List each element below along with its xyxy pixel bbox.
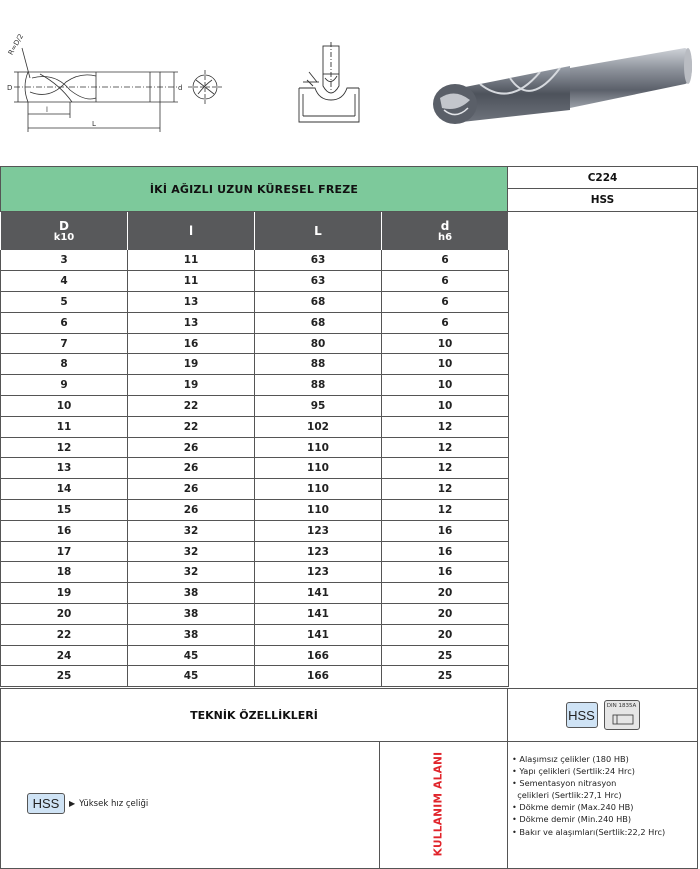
table-cell: 15 xyxy=(1,500,128,521)
table-row xyxy=(1,437,509,458)
application-drawing xyxy=(295,42,365,127)
usage-item: • Dökme demir (Max.240 HB) xyxy=(512,802,634,813)
arrow-right-icon: ▶ xyxy=(69,799,76,808)
table-cell: 6 xyxy=(1,312,128,333)
table-cell: 19 xyxy=(128,375,255,396)
column-header-d: D k10 xyxy=(1,212,128,250)
table-cell: 110 xyxy=(255,458,382,479)
table-row xyxy=(1,645,509,666)
table-row xyxy=(1,354,509,375)
hss-description-text: Yüksek hız çeliği xyxy=(79,798,149,809)
table-cell: 12 xyxy=(382,437,509,458)
table-cell: 11 xyxy=(1,416,128,437)
column-header-shank: d h6 xyxy=(382,212,509,250)
usage-item: • Yapı çelikleri (Sertlik:24 Hrc) xyxy=(512,766,635,777)
table-cell: 123 xyxy=(255,541,382,562)
table-cell: 26 xyxy=(128,458,255,479)
table-cell: 6 xyxy=(382,271,509,292)
usage-list xyxy=(512,753,697,838)
table-cell: 68 xyxy=(255,292,382,313)
table-cell: 141 xyxy=(255,624,382,645)
table-cell: 32 xyxy=(128,541,255,562)
table-cell: 20 xyxy=(382,624,509,645)
table-cell: 10 xyxy=(382,375,509,396)
table-cell: 63 xyxy=(255,271,382,292)
table-row xyxy=(1,333,509,354)
table-cell: 13 xyxy=(128,312,255,333)
hss-material-badge: HSS xyxy=(27,793,65,814)
table-cell: 32 xyxy=(128,520,255,541)
table-row xyxy=(1,271,509,292)
table-cell: 14 xyxy=(1,479,128,500)
technical-heading: TEKNİK ÖZELLİKLERİ xyxy=(0,688,508,742)
table-row xyxy=(1,250,509,271)
table-cell: 63 xyxy=(255,250,382,271)
table-cell: 12 xyxy=(382,479,509,500)
diameter-label-left: D xyxy=(7,84,13,92)
usage-area-label: KULLANIM ALANI xyxy=(432,751,444,857)
table-cell: 4 xyxy=(1,271,128,292)
table-cell: 26 xyxy=(128,500,255,521)
table-row xyxy=(1,500,509,521)
table-cell: 38 xyxy=(128,624,255,645)
dimension-drawing xyxy=(0,30,240,145)
table-cell: 16 xyxy=(1,520,128,541)
din-shank-icon xyxy=(604,700,640,730)
table-cell: 19 xyxy=(128,354,255,375)
table-row xyxy=(1,375,509,396)
usage-label-cell xyxy=(380,742,508,869)
table-cell: 7 xyxy=(1,333,128,354)
table-cell: 17 xyxy=(1,541,128,562)
table-cell: 20 xyxy=(382,583,509,604)
table-cell: 25 xyxy=(382,645,509,666)
radius-label: R=D/2 xyxy=(6,32,26,57)
table-cell: 12 xyxy=(1,437,128,458)
table-row xyxy=(1,396,509,417)
table-cell: 9 xyxy=(1,375,128,396)
table-cell: 3 xyxy=(1,250,128,271)
table-row xyxy=(1,541,509,562)
table-row xyxy=(1,604,509,625)
table-cell: 95 xyxy=(255,396,382,417)
table-cell: 141 xyxy=(255,583,382,604)
table-cell: 166 xyxy=(255,666,382,687)
table-cell: 68 xyxy=(255,312,382,333)
usage-item: • Alaşımsız çelikler (180 HB) xyxy=(512,754,629,764)
table-cell: 16 xyxy=(128,333,255,354)
technical-drawings xyxy=(0,0,700,160)
table-row xyxy=(1,416,509,437)
table-cell: 123 xyxy=(255,562,382,583)
table-cell: 20 xyxy=(1,604,128,625)
table-cell: 38 xyxy=(128,604,255,625)
table-cell: 12 xyxy=(382,500,509,521)
table-cell: 10 xyxy=(382,396,509,417)
table-cell: 141 xyxy=(255,604,382,625)
table-cell: 10 xyxy=(382,333,509,354)
table-cell: 166 xyxy=(255,645,382,666)
dimension-table xyxy=(0,212,509,687)
table-row xyxy=(1,520,509,541)
table-cell: 16 xyxy=(382,541,509,562)
table-cell: 22 xyxy=(128,416,255,437)
table-cell: 10 xyxy=(382,354,509,375)
column-header-total-length: L xyxy=(255,212,382,250)
product-code: C224 xyxy=(508,166,698,189)
table-row xyxy=(1,458,509,479)
table-cell: 45 xyxy=(128,666,255,687)
table-cell: 26 xyxy=(128,479,255,500)
usage-item: • Sementasyon nitrasyon xyxy=(512,778,617,789)
table-cell: 22 xyxy=(128,396,255,417)
length-label-short: l xyxy=(46,106,48,114)
table-row xyxy=(1,583,509,604)
table-cell: 25 xyxy=(1,666,128,687)
usage-list-cell xyxy=(508,742,698,869)
table-cell: 110 xyxy=(255,500,382,521)
din-label: DIN 1835A xyxy=(606,703,637,709)
table-cell: 123 xyxy=(255,520,382,541)
table-cell: 110 xyxy=(255,437,382,458)
table-cell: 6 xyxy=(382,250,509,271)
table-cell: 18 xyxy=(1,562,128,583)
usage-item: çelikleri (Sertlik:27,1 Hrc) xyxy=(512,790,622,801)
table-cell: 16 xyxy=(382,562,509,583)
table-cell: 102 xyxy=(255,416,382,437)
table-row xyxy=(1,666,509,687)
table-cell: 80 xyxy=(255,333,382,354)
hss-badge: HSS xyxy=(566,702,598,728)
table-cell: 20 xyxy=(382,604,509,625)
table-cell: 5 xyxy=(1,292,128,313)
table-cell: 19 xyxy=(1,583,128,604)
material-label: HSS xyxy=(508,189,698,212)
table-cell: 11 xyxy=(128,271,255,292)
tool-image xyxy=(420,38,700,138)
table-cell: 24 xyxy=(1,645,128,666)
table-cell: 11 xyxy=(128,250,255,271)
table-cell: 13 xyxy=(1,458,128,479)
table-row xyxy=(1,312,509,333)
hss-description xyxy=(27,793,148,814)
table-cell: 10 xyxy=(1,396,128,417)
table-row xyxy=(1,562,509,583)
table-row xyxy=(1,292,509,313)
table-cell: 13 xyxy=(128,292,255,313)
table-cell: 32 xyxy=(128,562,255,583)
table-cell: 26 xyxy=(128,437,255,458)
table-cell: 25 xyxy=(382,666,509,687)
product-title: İKİ AĞIZLI UZUN KÜRESEL FREZE xyxy=(0,166,508,212)
table-cell: 45 xyxy=(128,645,255,666)
side-column xyxy=(508,212,698,688)
table-row xyxy=(1,479,509,500)
table-cell: 12 xyxy=(382,416,509,437)
table-cell: 6 xyxy=(382,292,509,313)
table-header-row xyxy=(1,212,509,250)
diameter-label-right: d xyxy=(178,84,183,92)
table-cell: 16 xyxy=(382,520,509,541)
table-cell: 22 xyxy=(1,624,128,645)
usage-item: • Bakır ve alaşımları(Sertlik:22,2 Hrc) xyxy=(512,826,666,837)
table-cell: 88 xyxy=(255,375,382,396)
length-label-long: L xyxy=(92,120,96,128)
technical-badges xyxy=(508,688,698,742)
column-header-l: l xyxy=(128,212,255,250)
table-cell: 38 xyxy=(128,583,255,604)
table-cell: 110 xyxy=(255,479,382,500)
table-cell: 8 xyxy=(1,354,128,375)
table-cell: 12 xyxy=(382,458,509,479)
table-row xyxy=(1,624,509,645)
usage-item: • Dökme demir (Min.240 HB) xyxy=(512,814,632,825)
table-cell: 88 xyxy=(255,354,382,375)
table-cell: 6 xyxy=(382,312,509,333)
